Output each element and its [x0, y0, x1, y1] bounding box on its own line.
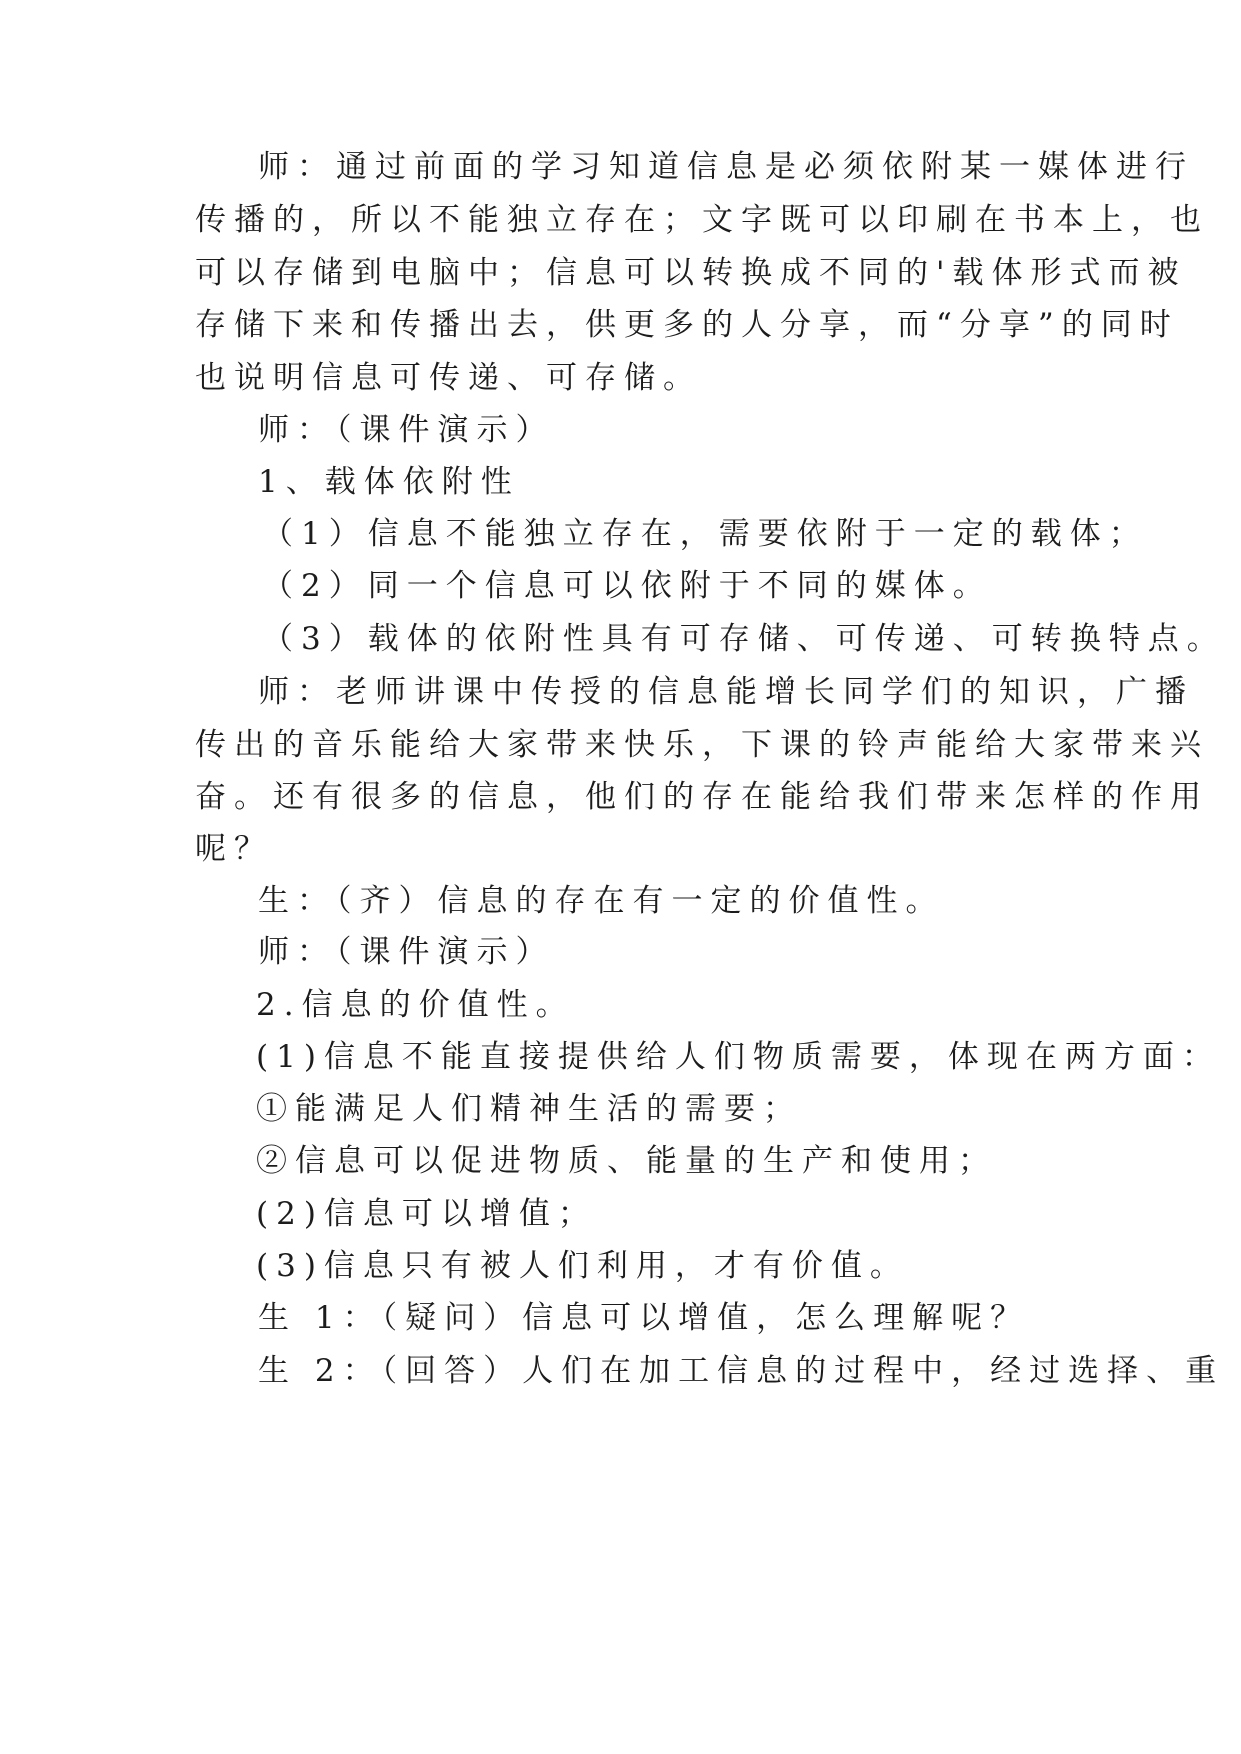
list-item: （2）同一个信息可以依附于不同的媒体。 — [262, 568, 992, 604]
text-line: 生 2：（回答）人们在加工信息的过程中，经过选择、重 — [258, 1353, 1225, 1389]
list-item: (3)信息只有被人们利用，才有价值。 — [256, 1248, 909, 1284]
text-line: 生：（齐）信息的存在有一定的价值性。 — [258, 883, 945, 919]
text-line: 传播的，所以不能独立存在；文字既可以印刷在书本上，也 — [195, 202, 1209, 238]
text-line: 存储下来和传播出去，供更多的人分享，而“分享”的同时 — [195, 307, 1179, 343]
text-line: 传出的音乐能给大家带来快乐，下课的铃声能给大家带来兴 — [195, 727, 1209, 763]
text-line: 呢？ — [195, 831, 273, 867]
list-heading: 2.信息的价值性。 — [256, 987, 575, 1023]
text-line: 奋。还有很多的信息，他们的存在能给我们带来怎样的作用 — [195, 779, 1209, 815]
text-line: 也说明信息可传递、可存储。 — [195, 360, 702, 396]
text-line: 师：（课件演示） — [258, 934, 555, 970]
list-item: (2)信息可以增值； — [256, 1196, 597, 1232]
text-line: 可以存储到电脑中；信息可以转换成不同的'载体形式而被 — [195, 255, 1187, 291]
text-line: 师：老师讲课中传授的信息能增长同学们的知识，广播 — [258, 674, 1194, 710]
list-item: （3）载体的依附性具有可存储、可传递、可转换特点。 — [262, 621, 1226, 657]
list-item: ②信息可以促进物质、能量的生产和使用； — [256, 1143, 997, 1179]
list-item: （1）信息不能独立存在，需要依附于一定的载体； — [262, 516, 1148, 552]
list-item: (1)信息不能直接提供给人们物质需要，体现在两方面： — [256, 1039, 1221, 1075]
text-line: 生 1：（疑问）信息可以增值，怎么理解呢？ — [258, 1300, 1030, 1336]
list-heading: 1、载体依附性 — [258, 464, 520, 500]
list-item: ①能满足人们精神生活的需要； — [256, 1091, 802, 1127]
text-line: 师：通过前面的学习知道信息是必须依附某一媒体进行 — [258, 149, 1194, 185]
text-line: 师：（课件演示） — [258, 412, 555, 448]
